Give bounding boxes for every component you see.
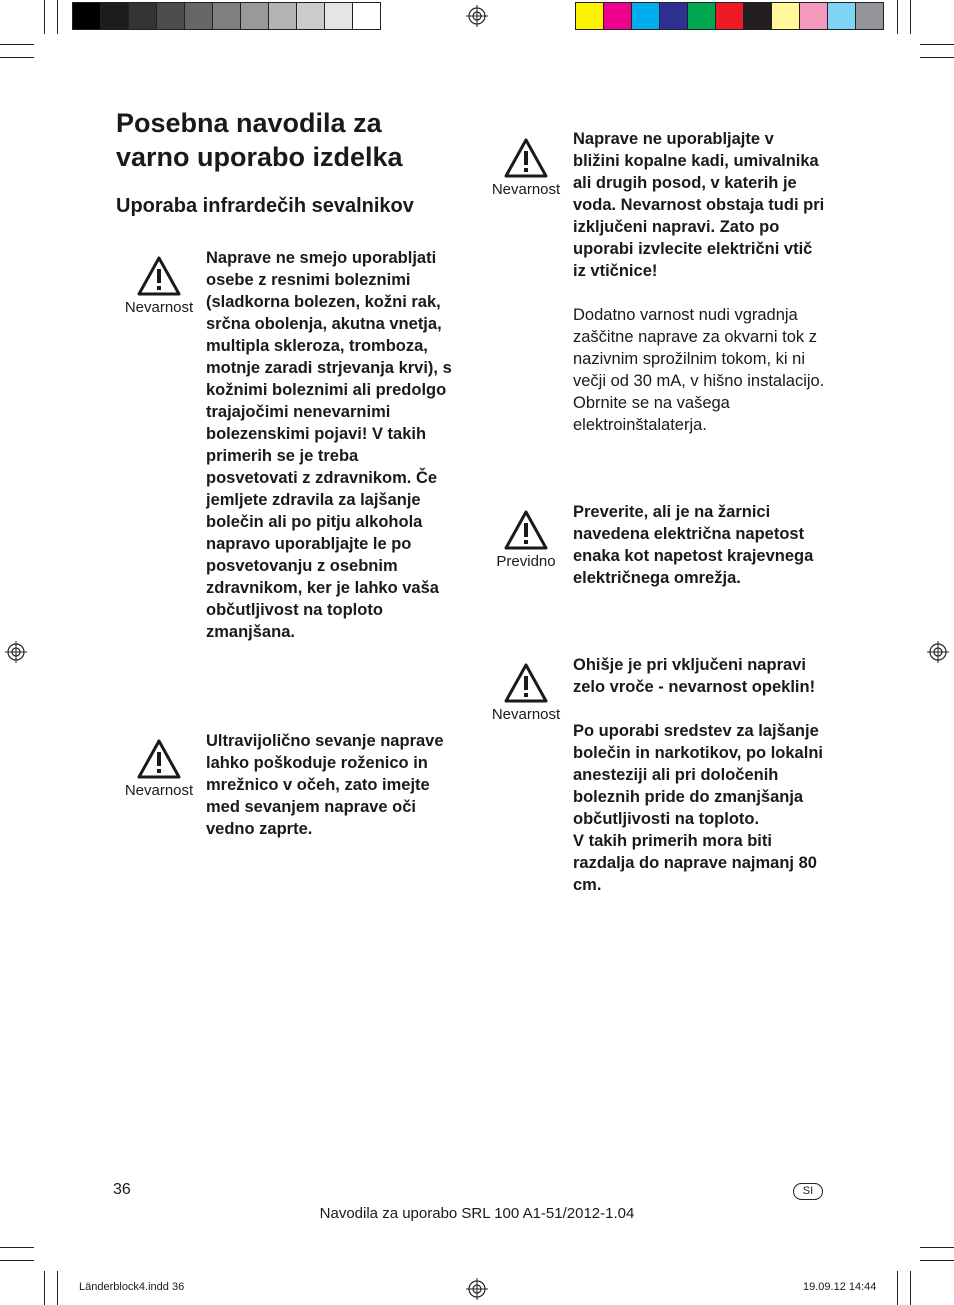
warning-block-icon-group: [116, 255, 202, 317]
crop-mark: [44, 1271, 45, 1305]
color-swatch: [268, 2, 297, 30]
color-swatch: [827, 2, 856, 30]
warning-triangle-icon: [503, 509, 549, 551]
crop-mark: [0, 1260, 34, 1261]
warning-triangle-icon: [503, 662, 549, 704]
crop-mark: [910, 0, 911, 34]
warning-label: Nevarnost: [124, 782, 194, 799]
section-subtitle: Uporaba infrardečih sevalnikov: [116, 195, 414, 217]
color-swatch: [184, 2, 213, 30]
crop-mark: [920, 1247, 954, 1248]
warning-block-icon-group: [483, 137, 569, 199]
crop-mark: [0, 1247, 34, 1248]
crop-mark: [920, 44, 954, 45]
color-swatch: [855, 2, 884, 30]
warning-bold-text: Po uporabi sredstev za lajšanje bolečin in narkotikov, po lokalni anesteziji ali pri določenih boleznih pride do zmanjšanja občutljivosti na toploto.: [573, 722, 823, 828]
color-swatch: [156, 2, 185, 30]
warning-triangle-icon: [136, 738, 182, 780]
caution-label: Previdno: [496, 553, 556, 570]
caution-bold-text: Preverite, ali je na žarnici navedena električna napetost enaka kot napetost krajevnega električnega omrežja.: [573, 503, 814, 587]
caution-text: [573, 501, 825, 589]
warning-bold-text: Ultravijolično sevanje naprave lahko poškoduje roženico in mrežnico v očeh, zato imejte med sevanjem naprave oči vedno zaprte.: [206, 732, 444, 838]
registration-mark-icon: [927, 641, 949, 663]
info-text: Dodatno varnost nudi vgradnja zaščitne naprave za okvarni tok z nazivnim sprožilnim tokom, ki ni večji od 30 mA, v hišno instalacijo. Obrnite se na vašega elektroinštalaterja.: [573, 306, 825, 434]
crop-mark: [897, 1271, 898, 1305]
registration-mark-icon: [5, 641, 27, 663]
color-swatch: [771, 2, 800, 30]
color-swatch: [72, 2, 101, 30]
crop-mark: [920, 1260, 954, 1261]
warning-bold-text: V takih primerih mora biti razdalja do naprave najmanj 80 cm.: [573, 832, 817, 894]
crop-mark: [910, 1271, 911, 1305]
crop-mark: [897, 0, 898, 34]
crop-mark: [0, 44, 34, 45]
color-swatch: [743, 2, 772, 30]
color-swatch: [240, 2, 269, 30]
color-swatch: [100, 2, 129, 30]
color-swatch: [687, 2, 716, 30]
warning-bold-text: Naprave ne uporabljajte v bližini kopalne kadi, umivalnika ali drugih posod, v katerih je voda. Nevarnost obstaja tudi pri izključeni napravi. Zato po uporabi izvlecite električni vtič iz vtičnice!: [573, 130, 825, 280]
slug-file-info: Länderblock4.indd 36: [79, 1281, 185, 1293]
language-badge: SI: [793, 1183, 823, 1200]
color-swatch: [352, 2, 381, 30]
slug-date-info: 19.09.12 14:44: [803, 1281, 877, 1293]
crop-mark: [920, 57, 954, 58]
crop-mark: [57, 1271, 58, 1305]
warning-bold-text: Naprave ne smejo uporabljati osebe z resnimi boleznimi (sladkorna bolezen, kožni rak, srčna obolenja, akutna vnetja, multipla skleroza, tromboza, motnje zaradi strjevanja krvi), s kožnimi boleznimi ali predolgo trajajočimi nenevarnimi bolezenskimi pojavi! V takih primerih se je treba posvetovati z zdravnikom. Če jemljete zdravila za lajšanje bolečin ali po pitju alkohola napravo uporabljajte le po posvetovanju z osebnim zdravnikom, ker je lahko vaša občutljivost na toploto zmanjšana.: [206, 249, 452, 641]
warning-text: [206, 247, 454, 643]
color-swatch: [575, 2, 604, 30]
crop-mark: [0, 57, 34, 58]
color-swatch: [799, 2, 828, 30]
warning-bold-text: Ohišje je pri vključeni napravi zelo vroče - nevarnost opeklin!: [573, 656, 816, 696]
color-swatch: [715, 2, 744, 30]
warning-text: [573, 128, 825, 436]
caution-block-icon-group: [483, 509, 569, 571]
page-title: Posebna navodila za varno uporabo izdelka: [116, 108, 403, 172]
color-swatch: [296, 2, 325, 30]
warning-text: [573, 654, 825, 896]
color-swatch: [128, 2, 157, 30]
warning-triangle-icon: [136, 255, 182, 297]
warning-text: [206, 730, 454, 840]
warning-label: Nevarnost: [491, 181, 561, 198]
page-number: 36: [113, 1181, 131, 1198]
warning-block-icon-group: [116, 738, 202, 800]
registration-mark-icon: [466, 1278, 488, 1300]
registration-mark-icon: [466, 5, 488, 27]
color-swatch: [212, 2, 241, 30]
color-swatch: [324, 2, 353, 30]
color-swatch: [659, 2, 688, 30]
crop-mark: [57, 0, 58, 34]
warning-label: Nevarnost: [124, 299, 194, 316]
footer-text: Navodila za uporabo SRL 100 A1-51/2012-1.04: [319, 1205, 635, 1222]
color-swatch: [603, 2, 632, 30]
warning-triangle-icon: [503, 137, 549, 179]
color-swatch: [631, 2, 660, 30]
warning-label: Nevarnost: [491, 706, 561, 723]
crop-mark: [44, 0, 45, 34]
warning-block-icon-group: [483, 662, 569, 724]
